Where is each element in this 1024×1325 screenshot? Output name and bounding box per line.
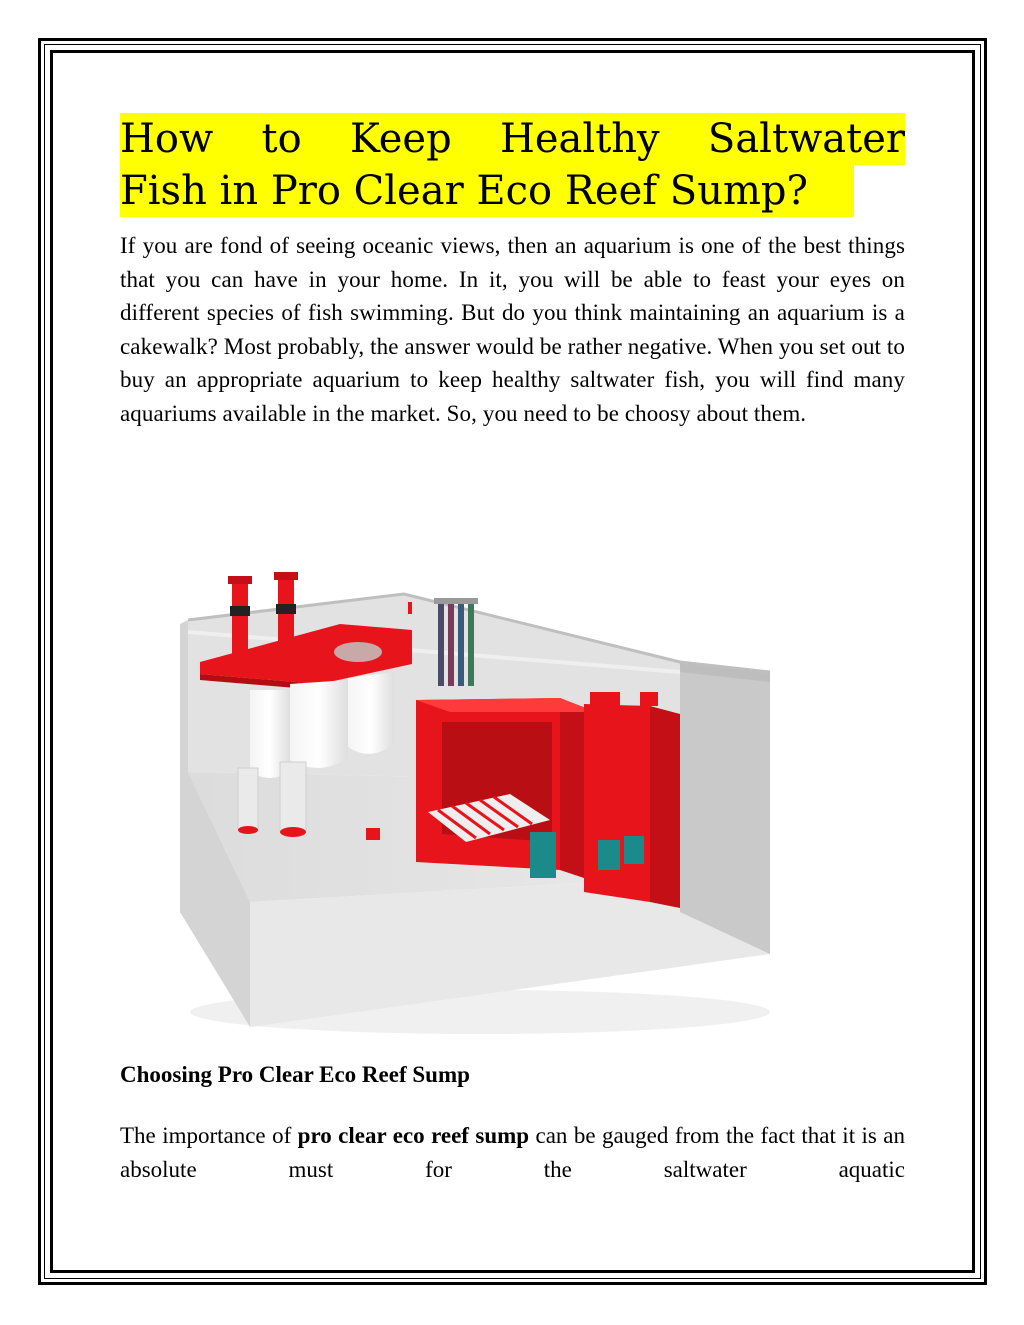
section-paragraph-rest: can be gauged from the fact that it is an absolute must for the saltwater aquatic <box>120 1123 905 1182</box>
section-heading: Choosing Pro Clear Eco Reef Sump <box>120 1062 470 1087</box>
article-body <box>120 113 905 431</box>
section-paragraph-keyword: pro clear eco reef sump <box>297 1123 530 1148</box>
article-title <box>120 113 905 217</box>
reef-sump-illustration <box>180 572 774 1034</box>
section-paragraph-lead: The importance of <box>120 1123 298 1148</box>
title-line-2: Fish in Pro Clear Eco Reef Sump? <box>120 165 854 217</box>
section-paragraph <box>120 1119 905 1186</box>
intro-paragraph: If you are fond of seeing oceanic views, then an aquarium is one of the best things that you can have in your home. In it, you will be able to feast your eyes on different species of fish swimming. But do you think maintaining an aquarium is a cakewalk? Most probably, the answer would be rather negative. When you set out to buy an appropriate aquarium to keep healthy saltwater fish, you will find many aquariums available in the market. So, you need to be choosy about them. <box>120 233 905 426</box>
title-line-1: How to Keep Healthy Saltwater <box>120 113 905 165</box>
reef-sump-icon <box>180 572 774 1034</box>
